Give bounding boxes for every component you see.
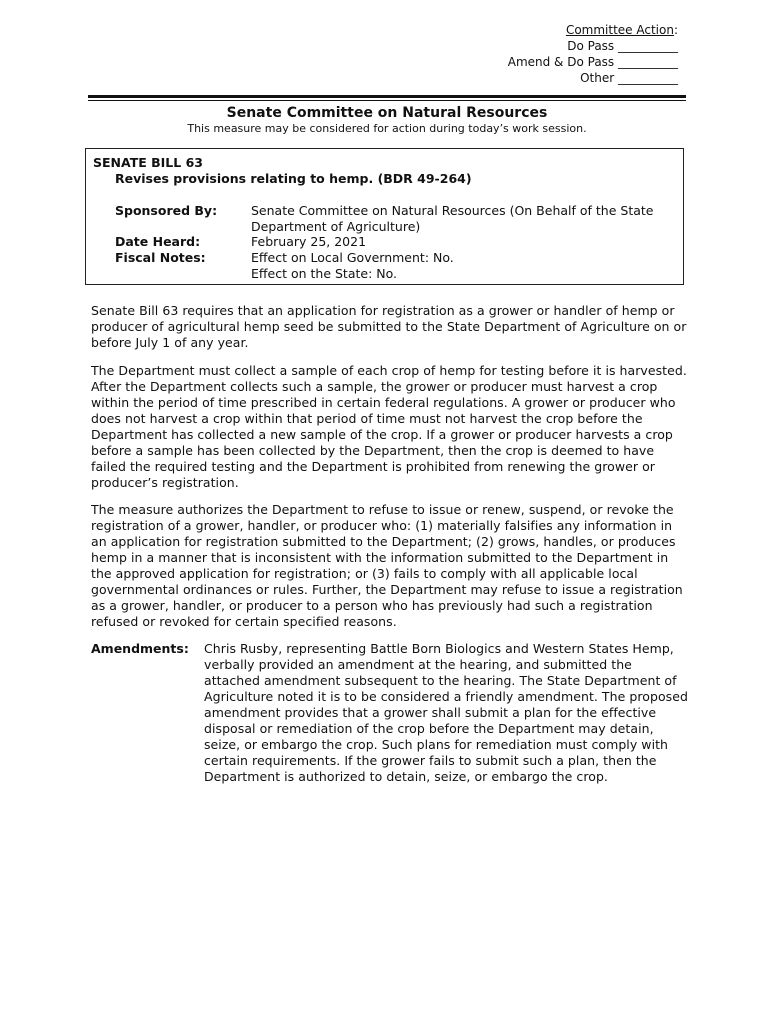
page-subtitle: This measure may be considered for action during today’s work session. <box>187 122 587 135</box>
bill-summary-box <box>85 148 684 285</box>
sponsored-by-label: Sponsored By: <box>115 203 218 218</box>
bill-number: SENATE BILL 63 <box>93 155 203 170</box>
committee-action-block <box>438 22 678 86</box>
amendments-label: Amendments: <box>91 641 189 656</box>
header-rule-thick <box>88 95 686 98</box>
date-heard-label: Date Heard: <box>115 234 201 249</box>
page-title: Senate Committee on Natural Resources <box>226 105 548 121</box>
date-heard-value: February 25, 2021 <box>251 234 367 249</box>
committee-action-colon: : <box>673 23 678 37</box>
amend-do-pass-line: Amend & Do Pass __________ <box>507 55 678 69</box>
header-rule-thin <box>88 100 686 101</box>
body-paragraph-1: Senate Bill 63 requires that an application for registration as a grower or handler of hemp or producer of agricultural hemp seed be submitted to the State Department of Agriculture on or before July 1 of any year. <box>91 303 687 350</box>
committee-action-heading <box>438 22 678 38</box>
body-paragraph-2: The Department must collect a sample of each crop of hemp for testing before it is harvested. After the Department collects such a sample, the grower or producer must harvest a crop within the period of time prescribed in certain federal regulations. A grower or producer who does not harvest a crop within that period of time must not harvest the crop before the Department has collected a new sample of the crop. If a grower or producer harvests a crop before a sample has been collected by the Department, then the crop is deemed to have failed the required testing and the Department is prohibited from renewing the grower or producer’s registration. <box>91 363 687 490</box>
do-pass-line: Do Pass __________ <box>567 39 678 53</box>
other-line: Other __________ <box>580 71 678 85</box>
fiscal-notes-label: Fiscal Notes: <box>115 250 206 265</box>
bill-title: Revises provisions relating to hemp. (BDR 49-264) <box>115 171 472 186</box>
amendments-text: Chris Rusby, representing Battle Born Biologics and Western States Hemp, verbally provided an amendment at the hearing, and submitted the attached amendment subsequent to the hearing. The State Department of Agriculture noted it is to be considered a friendly amendment. The proposed amendment provides that a grower shall submit a plan for the effective disposal or remediation of the crop before the Department may detain, seize, or embargo the crop. Such plans for remediation must comply with certain requirements. If the grower fails to submit such a plan, then the Department is authorized to detain, seize, or embargo the crop. <box>204 641 688 784</box>
sponsored-by-value: Senate Committee on Natural Resources (On Behalf of the State Department of Agriculture) <box>251 203 654 234</box>
fiscal-local-value: Effect on Local Government: No. <box>251 250 454 265</box>
body-paragraph-3: The measure authorizes the Department to refuse to issue or renew, suspend, or revoke the registration of a grower, handler, or producer who: (1) materially falsifies any information in an application for registration submitted to the Department; (2) grows, handles, or produces hemp in a manner that is inconsistent with the information submitted to the Department in the approved application for registration; or (3) fails to comply with all applicable local governmental ordinances or rules. Further, the Department may refuse to issue a registration as a grower, handler, or producer to a person who has previously had such a registration refused or revoked for certain specified reasons. <box>91 502 683 629</box>
fiscal-state-value: Effect on the State: No. <box>251 266 398 281</box>
committee-action-heading-text: Committee Action <box>565 23 674 37</box>
